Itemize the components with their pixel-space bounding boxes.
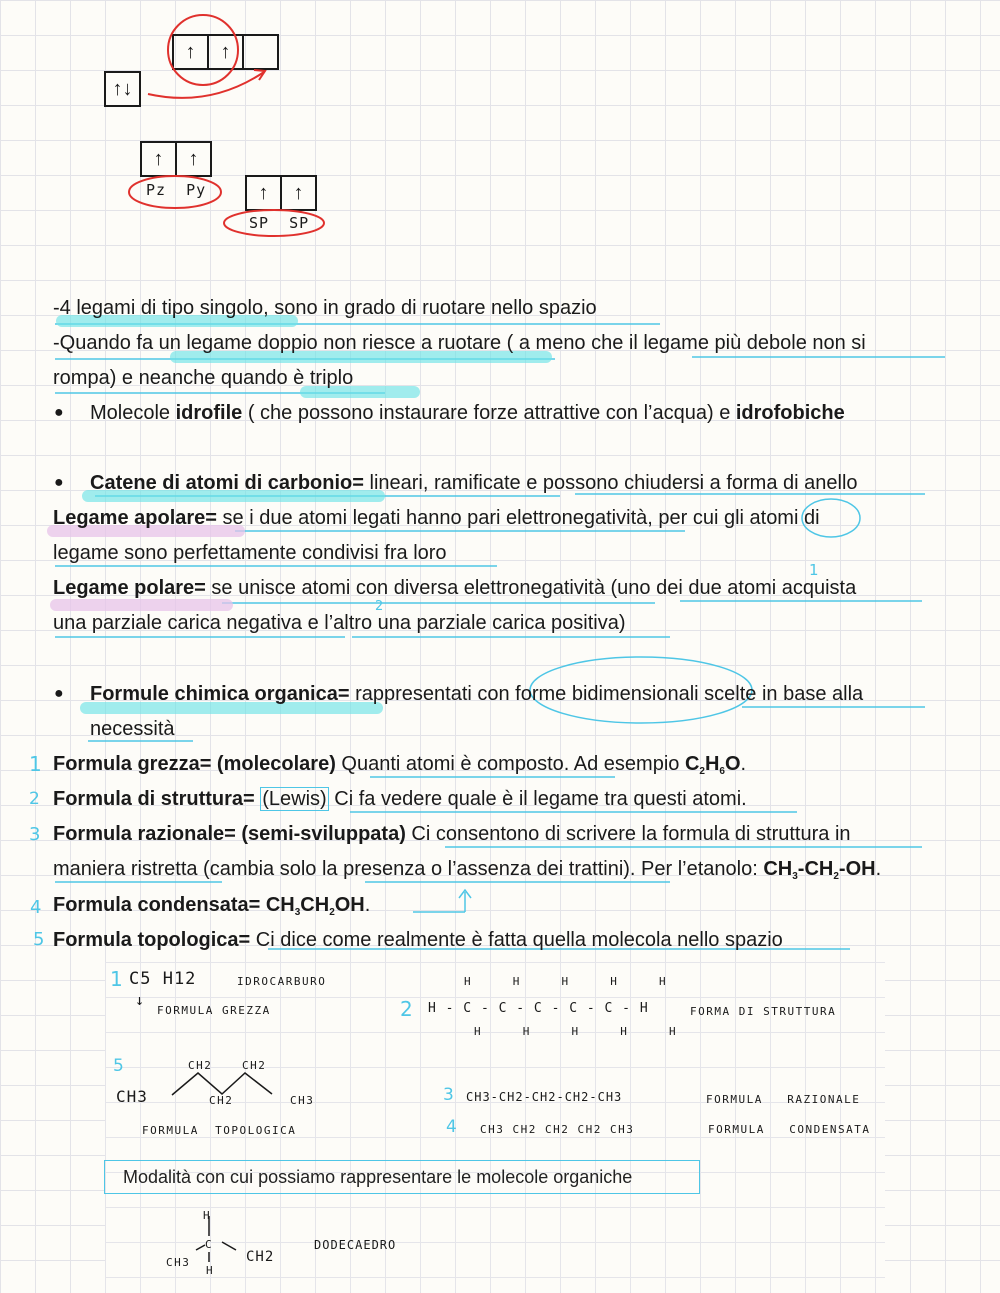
sketch-label: FORMULA GREZZA bbox=[157, 1004, 271, 1017]
formula: OH bbox=[334, 894, 365, 916]
annotation-number: 1 bbox=[809, 561, 819, 579]
sketch-structure-top: H H H H H bbox=[464, 975, 668, 988]
formula: CH bbox=[260, 894, 295, 916]
orbital-cell: ↑ bbox=[188, 147, 199, 170]
line-text: legame sono perfettamente condivisi fra loro bbox=[53, 542, 447, 564]
sketch-formula: CH3 bbox=[116, 1087, 148, 1106]
bold-term: Legame apolare= bbox=[53, 507, 217, 529]
sketch-atom: H bbox=[206, 1264, 215, 1277]
boxed-term: (Lewis) bbox=[262, 788, 327, 810]
bold-term: Legame polare= bbox=[53, 577, 206, 599]
bold-term: Formula topologica= bbox=[53, 929, 251, 951]
sketch-number: 3 bbox=[443, 1085, 454, 1105]
sketch-formula: CH2 bbox=[242, 1059, 267, 1072]
line-text: rompa) e neanche quando è triplo bbox=[53, 367, 354, 389]
orbital-cell: ↑ bbox=[174, 36, 209, 68]
line-text: . bbox=[364, 894, 371, 916]
bold-term: Formula condensata= bbox=[53, 894, 261, 916]
bold-term: idrofile bbox=[175, 402, 243, 424]
bullet: ● bbox=[54, 404, 64, 421]
formula: -OH bbox=[838, 858, 876, 880]
p-orbital-label: Pz Py bbox=[146, 181, 207, 199]
line-text: . bbox=[875, 858, 882, 880]
line-text: necessità bbox=[90, 718, 175, 740]
sketch-formula: CH3 CH2 CH2 CH2 CH3 bbox=[480, 1123, 635, 1136]
subscript: 2 bbox=[699, 766, 705, 777]
line-text: rappresentati con forme bidimensionali scelte in base alla bbox=[349, 683, 864, 705]
line-text: . bbox=[740, 753, 747, 775]
line-text: Ci dice come realmente è fatta quella molecola nello spazio bbox=[250, 929, 783, 951]
sketch-atom: CH3 bbox=[166, 1256, 191, 1269]
margin-number: 3 bbox=[29, 824, 41, 845]
subscript: 6 bbox=[719, 766, 725, 777]
bold-term: Formula razionale= (semi-sviluppata) bbox=[53, 823, 406, 845]
sketch-number: 1 bbox=[110, 967, 123, 991]
arrow-down-icon: ↓ bbox=[135, 991, 146, 1009]
line-text: ( che possono instaurare forze attrattive con l’acqua) e bbox=[242, 402, 736, 424]
sketch-atom: CH2 bbox=[246, 1249, 275, 1265]
sketch-label: FORMA DI STRUTTURA bbox=[690, 1005, 837, 1018]
margin-number: 5 bbox=[33, 929, 45, 950]
line-text: Molecole bbox=[90, 402, 176, 424]
bullet: ● bbox=[54, 685, 64, 702]
sketch-label: DODECAEDRO bbox=[314, 1238, 397, 1252]
bold-term: Formula di struttura= bbox=[53, 788, 255, 810]
margin-number: 2 bbox=[29, 789, 40, 809]
orbital-cell: ↑↓ bbox=[112, 77, 133, 100]
formula: -CH bbox=[797, 858, 834, 880]
sketch-label: FORMULA TOPOLOGICA bbox=[142, 1124, 297, 1137]
line-text: -Quando fa un legame doppio non riesce a ruotare ( a meno che il legame più debole non si bbox=[53, 332, 866, 354]
sketch-caption: Modalità con cui possiamo rappresentare le molecole organiche bbox=[104, 1160, 700, 1194]
sketch-formula: CH3 bbox=[290, 1094, 315, 1107]
sketch-atom: H bbox=[203, 1209, 212, 1222]
subscript: 2 bbox=[833, 871, 839, 882]
bold-term: Formula grezza= (molecolare) bbox=[53, 753, 336, 775]
formula: H bbox=[704, 753, 720, 775]
formula: C bbox=[684, 753, 700, 775]
line-text: -4 legami di tipo singolo, sono in grado di ruotare nello spazio bbox=[53, 297, 597, 319]
bold-term: Formule chimica organica= bbox=[90, 683, 350, 705]
sketch-formula: C5 H12 bbox=[129, 969, 197, 989]
formula: O bbox=[724, 753, 741, 775]
annotation-number: 2 bbox=[375, 599, 384, 614]
formula: CH bbox=[763, 858, 793, 880]
bold-term: Catene di atomi di carbonio= bbox=[90, 472, 364, 494]
line-text: lineari, ramificate e possono chiudersi a forma di anello bbox=[363, 472, 858, 494]
orbital-cell: ↑ bbox=[293, 181, 304, 204]
bold-term: idrofobiche bbox=[735, 402, 845, 424]
orbital-cell: ↑ bbox=[209, 36, 244, 68]
sketch-atom: C bbox=[205, 1238, 214, 1251]
sketch-structure-bottom: H H H H H bbox=[474, 1025, 678, 1038]
bullet: ● bbox=[54, 474, 64, 491]
margin-number: 4 bbox=[30, 897, 42, 918]
subscript: 3 bbox=[792, 871, 798, 882]
sketch-number: 5 bbox=[113, 1056, 124, 1076]
sketch-formula: CH2 bbox=[209, 1094, 234, 1107]
sketch-number: 2 bbox=[400, 997, 413, 1021]
line-text: Quanti atomi è composto. Ad esempio bbox=[335, 753, 685, 775]
sketch-number: 4 bbox=[446, 1117, 457, 1137]
subscript: 3 bbox=[294, 907, 301, 918]
line-text: Ci consentono di scrivere la formula di struttura in bbox=[405, 823, 851, 845]
orbital-cell: ↑ bbox=[142, 143, 177, 175]
line-text: una parziale carica negativa e l’altro una parziale carica positiva) bbox=[53, 612, 626, 634]
subscript: 2 bbox=[329, 907, 335, 918]
sp-orbital-label: SP SP bbox=[249, 214, 310, 232]
sketch-label: IDROCARBURO bbox=[237, 975, 327, 988]
line-text: Ci fa vedere quale è il legame tra questi atomi. bbox=[328, 788, 747, 810]
sketch-formula: CH3-CH2-CH2-CH2-CH3 bbox=[466, 1090, 623, 1104]
sketch-structure: H - C - C - C - C - C - H bbox=[428, 1001, 649, 1016]
margin-number: 1 bbox=[29, 752, 42, 776]
line-text: se i due atomi legati hanno pari elettronegatività, per cui gli atomi di bbox=[216, 507, 820, 529]
line-text: maniera ristretta (cambia solo la presenza o l’assenza dei trattini). Per l’etanolo: bbox=[53, 858, 764, 880]
formula: CH bbox=[300, 894, 330, 916]
sketch-label: FORMULA CONDENSATA bbox=[708, 1123, 871, 1136]
sketch-label: FORMULA RAZIONALE bbox=[706, 1093, 861, 1106]
sketch-formula: CH2 bbox=[188, 1059, 213, 1072]
line-text: se unisce atomi con diversa elettronegatività (uno dei due atomi acquista bbox=[205, 577, 857, 599]
orbital-cell: ↑ bbox=[247, 177, 282, 209]
